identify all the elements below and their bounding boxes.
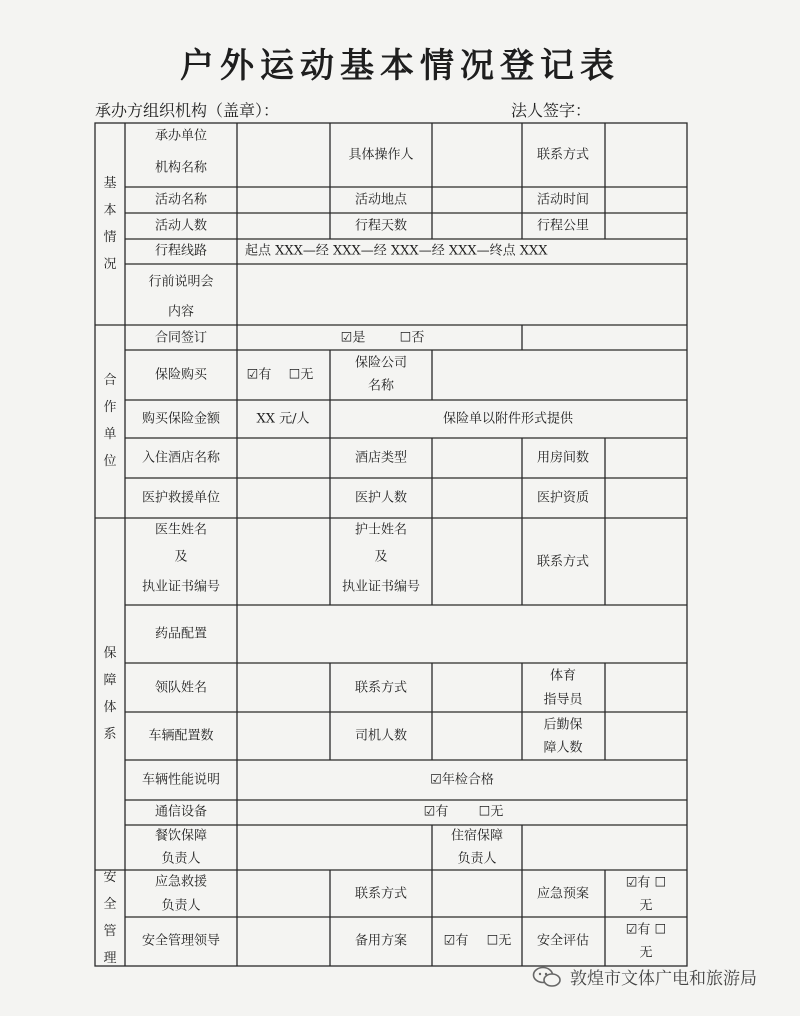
rescue-contact-label: 联系方式 — [354, 886, 408, 902]
catering-label-2: 负责人 — [161, 851, 201, 867]
coach-label-1: 体育 — [549, 668, 577, 684]
insurance-yes-checkbox[interactable]: ☑有 — [246, 367, 272, 383]
insurance-company-label-1: 保险公司 — [354, 355, 408, 371]
section-support-label: 保障体系 — [103, 646, 117, 742]
medical-people-label: 医护人数 — [354, 490, 408, 506]
section-coop-label: 合作单位 — [103, 373, 117, 469]
route-label: 行程线路 — [154, 243, 208, 259]
assess-no-label: 无 — [639, 945, 653, 961]
contract-label: 合同签订 — [154, 330, 208, 346]
nurse-label-3: 执业证书编号 — [341, 579, 421, 595]
insurance-amount-value: XX 元/人 — [256, 411, 310, 427]
assess-yes-no-checkbox[interactable]: ☑有 ☐ — [625, 922, 667, 938]
insurance-amount-label: 购买保险金额 — [141, 411, 221, 427]
insurance-note: 保险单以附件形式提供 — [442, 411, 574, 427]
rescue-label-2: 负责人 — [161, 898, 201, 914]
insurance-no-checkbox[interactable]: ☐无 — [288, 367, 314, 383]
backup-no-checkbox[interactable]: ☐无 — [486, 933, 512, 949]
doctor-label-1: 医生姓名 — [154, 522, 208, 538]
hotel-name-label: 入住酒店名称 — [141, 450, 221, 466]
legal-signature-label: 法人签字： — [511, 101, 592, 120]
trip-km-label: 行程公里 — [536, 218, 590, 234]
vehicle-performance-label: 车辆性能说明 — [141, 772, 221, 788]
medical-qualification-label: 医护资质 — [536, 490, 590, 506]
safety-assessment-label: 安全评估 — [536, 933, 590, 949]
route-value: 起点 XXX—经 XXX—经 XXX—经 XXX—终点 XXX — [245, 243, 548, 259]
plan-yes-no-checkbox[interactable]: ☑有 ☐ — [625, 875, 667, 891]
leader-label: 领队姓名 — [154, 680, 208, 696]
organizer-seal-label: 承办方组织机构（盖章）： — [95, 101, 280, 120]
logistics-label-1: 后勤保 — [543, 717, 583, 733]
support-contact-label: 联系方式 — [536, 554, 590, 570]
medical-unit-label: 医护救援单位 — [141, 490, 221, 506]
doctor-label-2: 及 — [174, 549, 188, 565]
catering-label-1: 餐饮保障 — [154, 828, 208, 844]
vehicle-check-checkbox[interactable]: ☑年检合格 — [430, 772, 494, 788]
backup-plan-label: 备用方案 — [354, 933, 408, 949]
emergency-plan-label: 应急预案 — [536, 886, 590, 902]
coach-label-2: 指导员 — [543, 692, 583, 708]
activity-name-label: 活动名称 — [154, 192, 208, 208]
trip-days-label: 行程天数 — [354, 218, 408, 234]
activity-time-label: 活动时间 — [536, 192, 590, 208]
lodging-label-2: 负责人 — [457, 851, 497, 867]
org-name-label: 机构名称 — [154, 160, 208, 176]
doctor-label-3: 执业证书编号 — [141, 579, 221, 595]
briefing-label-1: 行前说明会 — [148, 274, 214, 290]
org-unit-label: 承办单位 — [154, 128, 208, 144]
comm-no-checkbox[interactable]: ☐无 — [478, 804, 504, 820]
watermark-text: 敦煌市文体广电和旅游局 — [570, 969, 757, 989]
insurance-buy-label: 保险购买 — [154, 367, 208, 383]
nurse-label-1: 护士姓名 — [354, 522, 408, 538]
hotel-type-label: 酒店类型 — [354, 450, 408, 466]
form-title: 户外运动基本情况登记表 — [180, 46, 620, 86]
logistics-label-2: 障人数 — [543, 740, 583, 756]
drivers-label: 司机人数 — [354, 728, 408, 744]
rescue-label-1: 应急救援 — [154, 874, 208, 890]
rooms-label: 用房间数 — [536, 450, 590, 466]
insurance-company-label-2: 名称 — [367, 378, 395, 394]
comm-yes-checkbox[interactable]: ☑有 — [423, 804, 449, 820]
contract-no-checkbox[interactable]: ☐否 — [399, 330, 425, 346]
wechat-icon — [532, 966, 562, 988]
leader-contact-label: 联系方式 — [354, 680, 408, 696]
vehicles-label: 车辆配置数 — [148, 728, 214, 744]
lodging-label-1: 住宿保障 — [450, 828, 504, 844]
drugs-label: 药品配置 — [154, 626, 208, 642]
section-safety-label: 安全管理 — [103, 870, 117, 966]
contact-label: 联系方式 — [536, 147, 590, 163]
nurse-label-2: 及 — [374, 549, 388, 565]
operator-label: 具体操作人 — [348, 147, 414, 163]
watermark — [532, 964, 757, 989]
safety-leader-label: 安全管理领导 — [141, 933, 221, 949]
plan-no-label: 无 — [639, 898, 653, 914]
backup-yes-checkbox[interactable]: ☑有 — [443, 933, 469, 949]
contract-yes-checkbox[interactable]: ☑是 — [340, 330, 366, 346]
section-basic-label: 基本情况 — [103, 176, 117, 272]
comm-label: 通信设备 — [154, 804, 208, 820]
briefing-label-2: 内容 — [167, 304, 195, 320]
activity-people-label: 活动人数 — [154, 218, 208, 234]
activity-place-label: 活动地点 — [354, 192, 408, 208]
